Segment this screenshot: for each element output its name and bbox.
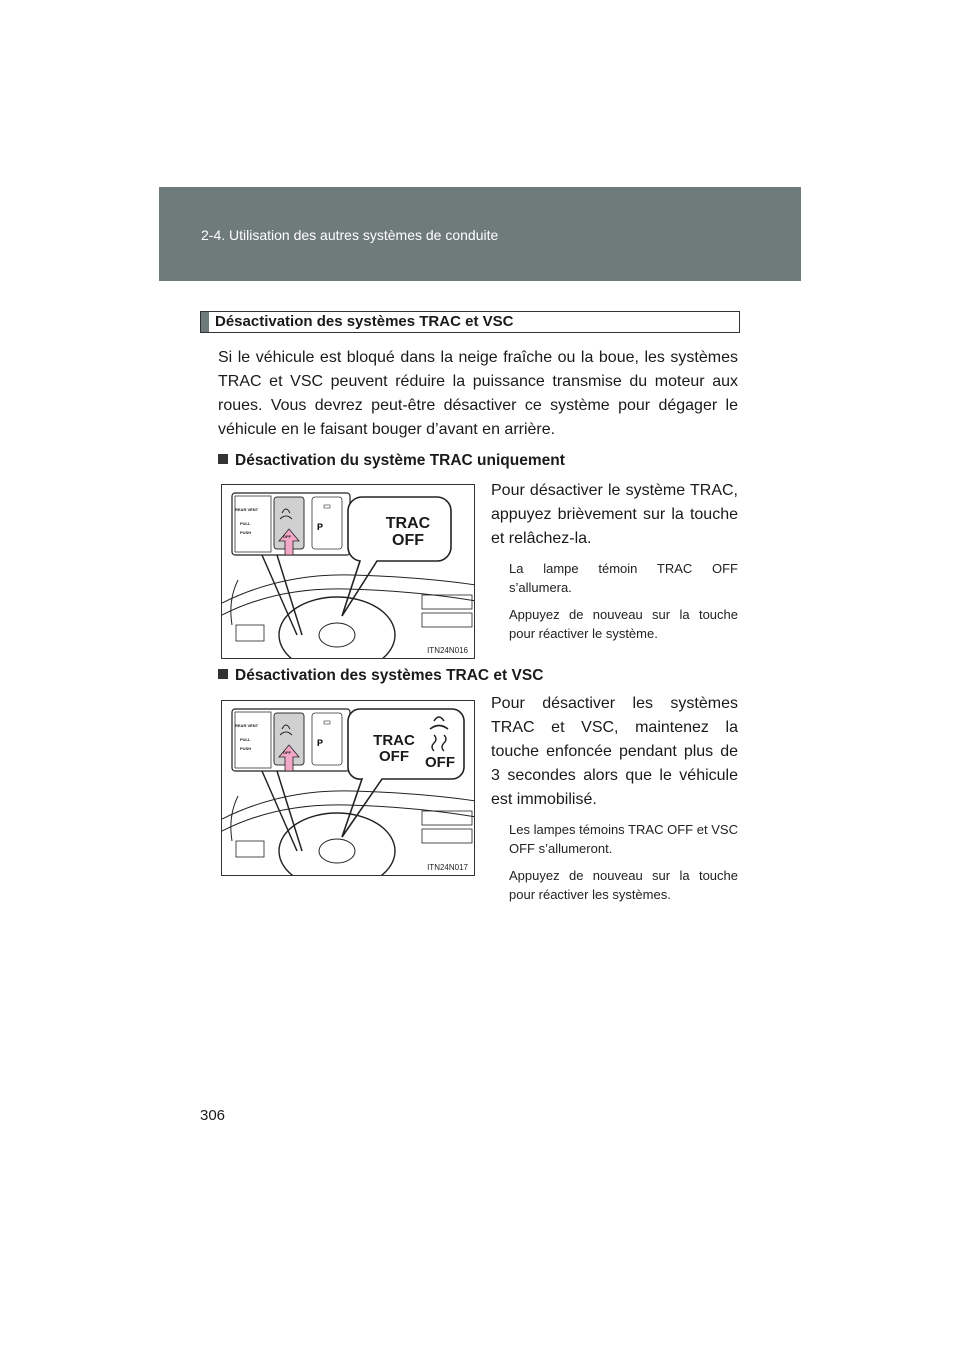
- callout-vsc-off: OFF: [425, 754, 455, 771]
- subsection-heading-trac-text: Désactivation du système TRAC uniquement: [235, 452, 565, 469]
- button-label-off: OFF: [283, 534, 291, 539]
- figure-trac-only: [221, 484, 475, 659]
- intro-paragraph: Si le véhicule est bloqué dans la neige fraîche ou la boue, les systèmes TRAC et VSC peuvent réduire la puissance transmise du moteur aux roues. Vous devrez peut-être désactiver ce système pour dégager le véhicule en le faisant bouger d’avant en arrière.: [218, 349, 738, 438]
- panel-label-rear-vent: REAR VENT: [235, 507, 259, 512]
- figure-code: ITN24N017: [427, 863, 468, 872]
- square-bullet-icon: [218, 669, 228, 679]
- svg-text:P: P: [317, 738, 324, 748]
- chapter-title: 2-4. Utilisation des autres systèmes de conduite: [201, 227, 499, 243]
- note-trac-reactivate: Appuyez de nouveau sur la touche pour réactiver le système.: [509, 607, 738, 641]
- dashboard-illustration: [222, 701, 475, 876]
- subsection-heading-trac-vsc: [218, 667, 543, 685]
- panel-label-rear-vent: REAR VENT: [235, 723, 259, 728]
- subsection-heading-trac-vsc-text: Désactivation des systèmes TRAC et VSC: [235, 667, 544, 684]
- note-trac-vsc-lamps: Les lampes témoins TRAC OFF et VSC OFF s’allumeront.: [509, 822, 738, 856]
- svg-text:P: P: [317, 522, 324, 532]
- figure-code: ITN24N016: [427, 646, 468, 655]
- panel-label-pull: PULL: [240, 737, 251, 742]
- section-title: Désactivation des systèmes TRAC et VSC: [215, 313, 514, 330]
- note-trac-lamp: La lampe témoin TRAC OFF s’allumera.: [509, 561, 738, 595]
- callout-trac-off: TRAC OFF: [385, 515, 431, 549]
- panel-label-push: PUSH: [240, 746, 252, 751]
- subsection-trac-text: Pour désactiver le système TRAC, appuyez brièvement sur la touche et relâchez-la.: [491, 482, 738, 547]
- figure-trac-vsc: [221, 700, 475, 876]
- section-accent: [201, 312, 209, 332]
- panel-label-push: PUSH: [240, 530, 252, 535]
- page-number: 306: [200, 1107, 226, 1124]
- chapter-header-band: [159, 187, 801, 281]
- note-trac-vsc-reactivate: Appuyez de nouveau sur la touche pour réactiver les systèmes.: [509, 868, 738, 902]
- panel-label-pull: PULL: [240, 521, 251, 526]
- button-label-off: OFF: [283, 750, 291, 755]
- section-heading-bar: [200, 311, 740, 333]
- dashboard-illustration: [222, 485, 475, 659]
- square-bullet-icon: [218, 454, 228, 464]
- subsection-heading-trac: [218, 452, 565, 470]
- subsection-trac-vsc-text: Pour désactiver les systèmes TRAC et VSC, maintenez la touche enfoncée pendant plus de 3 secondes alors que le véhicule est immobilisé.: [491, 695, 738, 808]
- callout-trac-off: TRAC OFF: [373, 732, 415, 765]
